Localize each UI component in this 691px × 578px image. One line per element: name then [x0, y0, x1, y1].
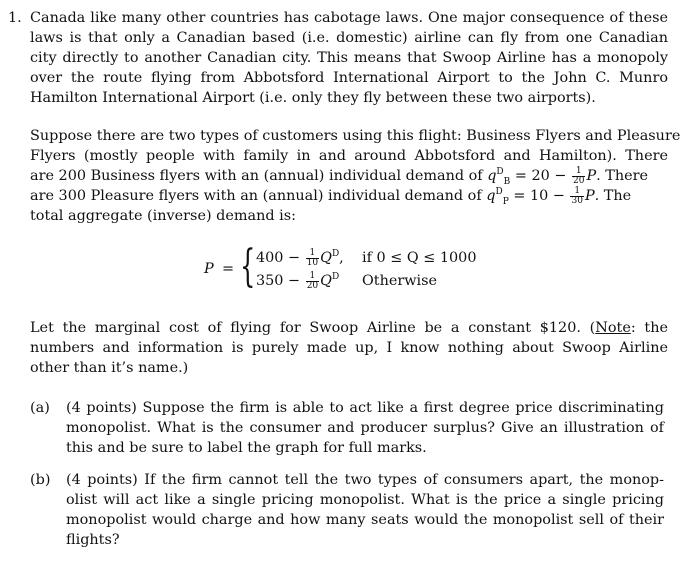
intro-line: city directly to another Canadian city. This means that Swoop Airline has a monopoly — [30, 50, 668, 66]
part-body — [66, 398, 664, 458]
numerator: 1 — [570, 187, 583, 197]
intro-paragraph — [30, 8, 668, 108]
text: 350 − — [256, 273, 305, 289]
math-q: q — [487, 168, 497, 184]
part-line: olist will act like a single pricing monopolist. What is the price a single pricing — [66, 492, 664, 508]
text: . There — [596, 168, 649, 184]
part-line: (4 points) Suppose the firm is able to act like a first degree price discriminating — [66, 400, 664, 416]
denominator: 20 — [573, 175, 585, 186]
equation-case-1 — [256, 248, 344, 268]
math-sup: D — [495, 187, 503, 198]
part-line: (4 points) If the firm cannot tell the two types of consumers apart, the monop- — [66, 472, 664, 488]
left-brace: { — [240, 241, 256, 292]
marginal-cost-paragraph — [30, 318, 668, 378]
note-label: Note — [595, 320, 631, 336]
denominator: 10 — [306, 257, 319, 268]
part-label: (a) — [30, 400, 50, 416]
intro-line: Hamilton International Airport (i.e. only they fly between these two airports). — [30, 90, 596, 106]
text: are 300 Pleasure flyers with an (annual) individual demand of — [30, 188, 487, 204]
demand-line: Suppose there are two types of customers using this flight: Business Flyers and Pleasure — [30, 128, 681, 144]
equation-lhs: P — [204, 261, 214, 277]
demand-line-business — [30, 166, 668, 186]
fraction — [306, 249, 319, 268]
mc-line: numbers and information is purely made up, I know nothing about Swoop Airline — [30, 340, 668, 356]
equation-equals: = — [222, 261, 235, 277]
math-sup: D — [496, 167, 504, 178]
part-label: (b) — [30, 472, 51, 488]
numerator: 1 — [306, 249, 319, 259]
mc-line: other than it’s name.) — [30, 360, 189, 376]
math-q: Q — [320, 250, 332, 266]
text: 400 − — [256, 250, 305, 266]
denominator: 30 — [571, 195, 583, 206]
math-sub: B — [503, 176, 511, 187]
text: . The — [594, 188, 632, 204]
question-number: 1. — [8, 10, 22, 26]
numerator: 1 — [572, 167, 585, 177]
part-line: monopolist would charge and how many seats would the monopolist sell of their — [66, 512, 664, 528]
equation-case-2 — [256, 271, 339, 291]
equation-condition-2: Otherwise — [362, 273, 438, 289]
math-q: Q — [320, 273, 332, 289]
equation-condition-1: if 0 ≤ Q ≤ 1000 — [362, 250, 477, 266]
denominator: 20 — [306, 280, 319, 291]
intro-line: Canada like many other countries has cabotage laws. One major consequence of these — [30, 10, 668, 26]
math-p: P — [586, 168, 597, 184]
text: = 20 − — [510, 168, 571, 184]
demand-line-pleasure — [30, 186, 668, 206]
intro-line: laws is that only a Canadian based (i.e. domestic) airline can fly from one Canadian — [30, 30, 668, 46]
demand-line: Flyers (mostly people with family in and around Abbotsford and Hamilton). There — [30, 148, 668, 164]
math-sup: D — [331, 272, 340, 283]
demand-paragraph — [30, 126, 681, 226]
part-body — [66, 470, 664, 550]
math-sub: P — [502, 196, 509, 207]
text: , — [339, 250, 344, 266]
part-line: this and be sure to label the graph for full marks. — [66, 440, 427, 456]
text: : the — [630, 320, 669, 336]
part-line: flights? — [66, 532, 120, 548]
text: are 200 Business flyers with an (annual) individual demand of — [30, 168, 488, 184]
text: = 10 − — [508, 188, 570, 204]
numerator: 1 — [306, 272, 319, 282]
fraction — [306, 272, 319, 291]
math-p: P — [584, 188, 595, 204]
math-sup: D — [331, 249, 340, 260]
part-line: monopolist. What is the consumer and producer surplus? Give an illustration of — [66, 420, 664, 436]
text: Let the marginal cost of flying for Swoop Airline be a constant $120. ( — [30, 320, 596, 336]
fraction — [572, 167, 585, 186]
mc-line — [30, 318, 668, 338]
fraction — [570, 187, 583, 206]
intro-line: over the route flying from Abbotsford International Airport to the John C. Munro — [30, 70, 668, 86]
demand-line: total aggregate (inverse) demand is: — [30, 208, 296, 224]
math-q: q — [486, 188, 496, 204]
